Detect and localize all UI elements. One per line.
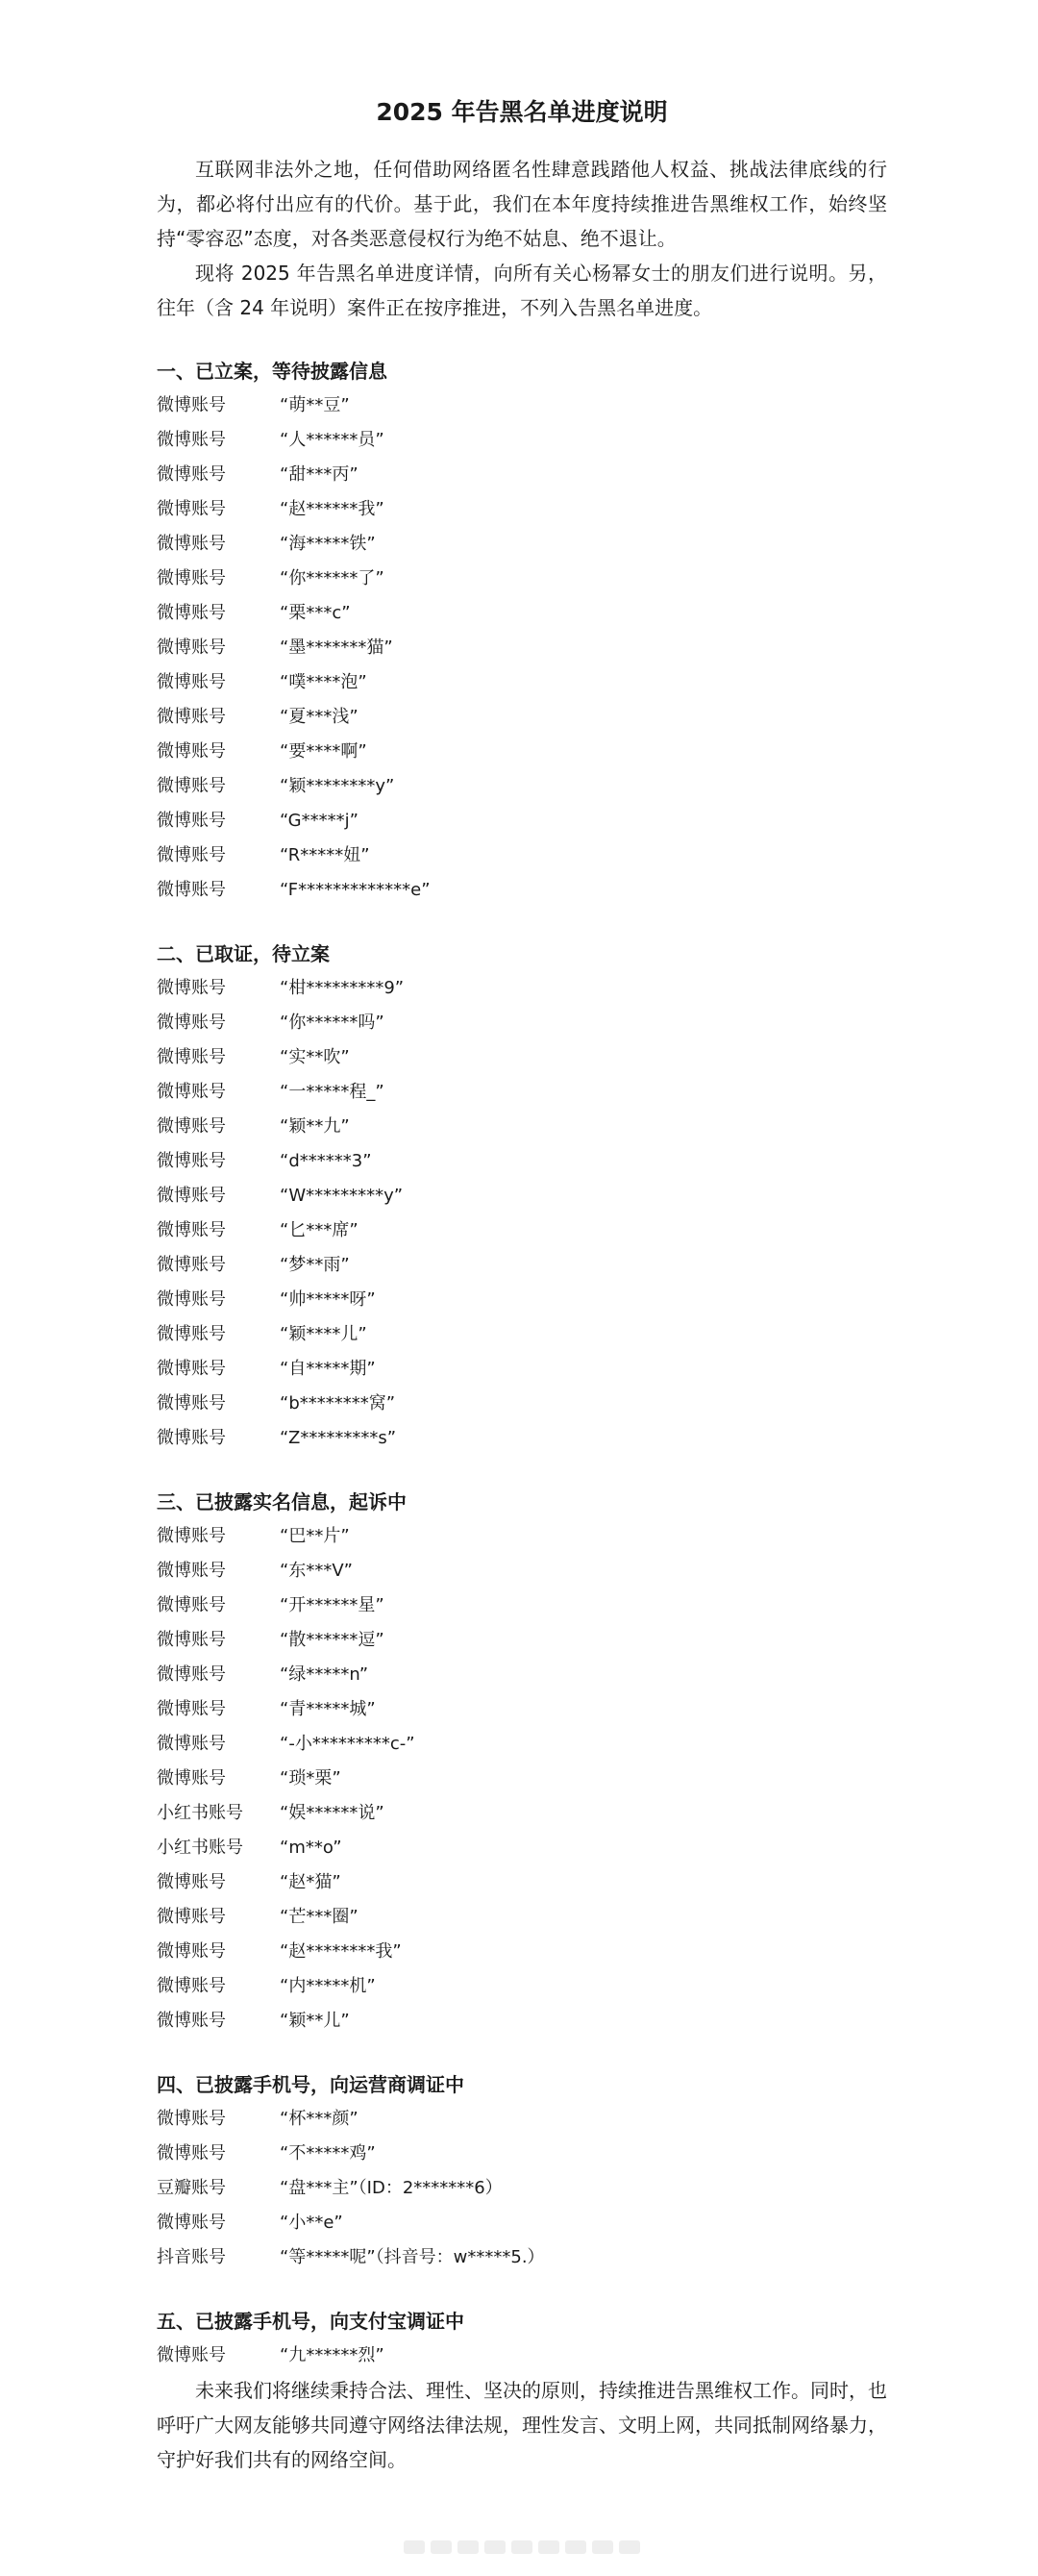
section-title: 四、已披露手机号，向运营商调证中 <box>157 2073 464 2096</box>
platform-label: 微博账号 <box>157 2213 226 2233</box>
page-indicator <box>404 2540 640 2554</box>
platform-label: 微博账号 <box>157 1151 226 1171</box>
account-name: “实**吹” <box>280 1047 350 1067</box>
list-item <box>157 2240 887 2275</box>
account-name: “要****啊” <box>280 741 367 762</box>
list-item <box>157 2004 887 2038</box>
account-name: “柑*********9” <box>280 978 405 998</box>
platform-label: 微博账号 <box>157 2143 226 2163</box>
platform-label: 微博账号 <box>157 395 226 415</box>
account-name: “-小*********c-” <box>280 1734 415 1754</box>
account-name: “开******星” <box>280 1595 384 1615</box>
account-name: “颖********y” <box>280 776 395 796</box>
list-item <box>157 735 887 769</box>
section <box>157 2304 887 2373</box>
platform-label: 微博账号 <box>157 1324 226 1344</box>
list-item <box>157 1588 887 1623</box>
platform-label: 微博账号 <box>157 1907 226 1927</box>
list-item <box>157 1554 887 1588</box>
list-item <box>157 1519 887 1554</box>
section-title: 三、已披露实名信息，起诉中 <box>157 1490 407 1513</box>
document <box>157 96 887 2477</box>
platform-label: 豆瓣账号 <box>157 2178 226 2198</box>
platform-label: 微博账号 <box>157 1047 226 1067</box>
platform-label: 微博账号 <box>157 1289 226 1310</box>
platform-label: 微博账号 <box>157 1768 226 1788</box>
platform-label: 微博账号 <box>157 464 226 485</box>
list-item <box>157 388 887 423</box>
list-item <box>157 1317 887 1352</box>
account-name: “赵********我” <box>280 1941 402 1962</box>
intro <box>157 152 887 325</box>
account-name: “梦**雨” <box>280 1255 350 1275</box>
platform-label: 微博账号 <box>157 1872 226 1892</box>
list-item <box>157 700 887 735</box>
account-name: “b********窝” <box>280 1393 396 1413</box>
list-item <box>157 1352 887 1387</box>
account-name: “赵******我” <box>280 499 384 519</box>
platform-label: 微博账号 <box>157 1976 226 1996</box>
closing-paragraph: 未来我们将继续秉持合法、理性、坚决的原则，持续推进告黑维权工作。同时，也呼吁广大网友能够共同遵守网络法律法规，理性发言、文明上网，共同抵制网络暴力，守护好我们共有的网络空间。 <box>157 2379 887 2471</box>
account-name: “R*****妞” <box>280 845 370 865</box>
platform-label: 微博账号 <box>157 1630 226 1650</box>
list-item <box>157 1969 887 2004</box>
account-name: “你******吗” <box>280 1013 384 1033</box>
account-name: “娱******说” <box>280 1803 384 1823</box>
platform-label: 微博账号 <box>157 638 226 658</box>
platform-label: 微博账号 <box>157 1220 226 1240</box>
account-name: “小**e” <box>280 2213 343 2233</box>
account-name: “墨*******猫” <box>280 638 393 658</box>
section <box>157 354 887 908</box>
list-item <box>157 665 887 700</box>
list-item <box>157 769 887 804</box>
list-item <box>157 458 887 492</box>
list-item <box>157 1762 887 1796</box>
account-name: “绿*****n” <box>280 1664 369 1685</box>
account-name: “甜***丙” <box>280 464 358 485</box>
list-item <box>157 1144 887 1179</box>
account-name: “萌**豆” <box>280 395 350 415</box>
account-name: “W*********y” <box>280 1186 404 1206</box>
list-item <box>157 1283 887 1317</box>
account-name: “芒***圈” <box>280 1907 358 1927</box>
platform-label: 微博账号 <box>157 880 226 900</box>
list-item <box>157 1900 887 1935</box>
account-name: “噗****泡” <box>280 672 367 692</box>
platform-label: 微博账号 <box>157 1393 226 1413</box>
list-item <box>157 804 887 838</box>
list-item <box>157 527 887 562</box>
account-name: “青*****城” <box>280 1699 376 1719</box>
platform-label: 微博账号 <box>157 845 226 865</box>
account-name: “夏***浅” <box>280 707 358 727</box>
platform-label: 微博账号 <box>157 1734 226 1754</box>
closing <box>157 2373 887 2477</box>
list-item <box>157 1387 887 1421</box>
list-item <box>157 631 887 665</box>
platform-label: 微博账号 <box>157 2011 226 2031</box>
list-item <box>157 1865 887 1900</box>
account-name: “巴**片” <box>280 1526 350 1546</box>
platform-label: 微博账号 <box>157 1664 226 1685</box>
account-name: “内*****机” <box>280 1976 376 1996</box>
list-item <box>157 1692 887 1727</box>
platform-label: 微博账号 <box>157 2109 226 2129</box>
platform-label: 微博账号 <box>157 1526 226 1546</box>
section <box>157 937 887 1456</box>
list-item <box>157 2206 887 2240</box>
intro-paragraph: 现将 2025 年告黑名单进度详情，向所有关心杨幂女士的朋友们进行说明。另，往年（含 24 年说明）案件正在按序推进，不列入告黑名单进度。 <box>157 262 887 319</box>
list-item <box>157 1727 887 1762</box>
list-item <box>157 1248 887 1283</box>
list-item <box>157 492 887 527</box>
account-name: “Z*********s” <box>280 1428 397 1448</box>
platform-label: 微博账号 <box>157 603 226 623</box>
list-item <box>157 1421 887 1456</box>
platform-label: 微博账号 <box>157 776 226 796</box>
account-name: “九******烈” <box>280 2345 384 2365</box>
account-name: “海*****铁” <box>280 534 376 554</box>
account-name: “m**o” <box>280 1838 342 1858</box>
list-item <box>157 1040 887 1075</box>
platform-label: 微博账号 <box>157 1699 226 1719</box>
account-name: “散******逗” <box>280 1630 384 1650</box>
section-title: 二、已取证，待立案 <box>157 942 330 965</box>
platform-label: 微博账号 <box>157 430 226 450</box>
platform-label: 微博账号 <box>157 1561 226 1581</box>
list-item <box>157 2102 887 2137</box>
account-name: “一*****程_” <box>280 1082 384 1102</box>
list-item <box>157 2171 887 2206</box>
platform-label: 微博账号 <box>157 707 226 727</box>
list-item <box>157 1075 887 1110</box>
platform-label: 微博账号 <box>157 1116 226 1137</box>
list-item <box>157 2338 887 2373</box>
list-item <box>157 423 887 458</box>
account-name: “琐*栗” <box>280 1768 341 1788</box>
account-name: “东***V” <box>280 1561 353 1581</box>
list-item <box>157 1623 887 1658</box>
platform-label: 微博账号 <box>157 568 226 588</box>
account-name: “颖**九” <box>280 1116 350 1137</box>
account-name: “G*****j” <box>280 811 358 831</box>
platform-label: 小红书账号 <box>157 1838 243 1858</box>
platform-label: 微博账号 <box>157 534 226 554</box>
account-name: “颖**儿” <box>280 2011 350 2031</box>
account-name: “杯***颜” <box>280 2109 358 2129</box>
section <box>157 1485 887 2038</box>
account-name: “你******了” <box>280 568 384 588</box>
list-item <box>157 1831 887 1865</box>
account-name: “栗***c” <box>280 603 351 623</box>
account-name: “自*****期” <box>280 1359 376 1379</box>
platform-label: 微博账号 <box>157 811 226 831</box>
platform-label: 微博账号 <box>157 1082 226 1102</box>
list-item <box>157 1658 887 1692</box>
list-item <box>157 1935 887 1969</box>
list-item <box>157 1110 887 1144</box>
account-name: “赵*猫” <box>280 1872 341 1892</box>
platform-label: 微博账号 <box>157 2345 226 2365</box>
sections <box>157 354 887 2373</box>
section-title: 一、已立案，等待披露信息 <box>157 360 387 383</box>
platform-label: 微博账号 <box>157 1941 226 1962</box>
account-name: “颖****儿” <box>280 1324 367 1344</box>
platform-label: 微博账号 <box>157 672 226 692</box>
platform-label: 微博账号 <box>157 1359 226 1379</box>
section <box>157 2067 887 2275</box>
account-name: “匕***席” <box>280 1220 358 1240</box>
platform-label: 微博账号 <box>157 978 226 998</box>
intro-paragraph: 互联网非法外之地，任何借助网络匿名性肆意践踏他人权益、挑战法律底线的行为，都必将付出应有的代价。基于此，我们在本年度持续推进告黑维权工作，始终坚持“零容忍”态度，对各类恶意侵权行为绝不姑息、绝不退让。 <box>157 158 887 250</box>
page-title: 2025 年告黑名单进度说明 <box>376 98 668 126</box>
account-name: “F*************e” <box>280 880 431 900</box>
list-item <box>157 838 887 873</box>
list-item <box>157 1213 887 1248</box>
platform-label: 微博账号 <box>157 1595 226 1615</box>
list-item <box>157 873 887 908</box>
platform-label: 微博账号 <box>157 1255 226 1275</box>
account-name: “不*****鸡” <box>280 2143 376 2163</box>
account-name: “帅*****呀” <box>280 1289 376 1310</box>
section-title: 五、已披露手机号，向支付宝调证中 <box>157 2310 464 2333</box>
account-name: “盘***主”（ID：2*******6） <box>280 2178 503 2198</box>
platform-label: 微博账号 <box>157 499 226 519</box>
list-item <box>157 1179 887 1213</box>
account-name: “d******3” <box>280 1151 372 1171</box>
list-item <box>157 971 887 1006</box>
platform-label: 抖音账号 <box>157 2247 226 2267</box>
platform-label: 小红书账号 <box>157 1803 243 1823</box>
platform-label: 微博账号 <box>157 1013 226 1033</box>
list-item <box>157 2137 887 2171</box>
list-item <box>157 1006 887 1040</box>
list-item <box>157 1796 887 1831</box>
list-item <box>157 596 887 631</box>
platform-label: 微博账号 <box>157 1428 226 1448</box>
platform-label: 微博账号 <box>157 1186 226 1206</box>
list-item <box>157 562 887 596</box>
account-name: “人******员” <box>280 430 384 450</box>
account-name: “等*****呢”（抖音号：w*****5.） <box>280 2247 545 2267</box>
platform-label: 微博账号 <box>157 741 226 762</box>
